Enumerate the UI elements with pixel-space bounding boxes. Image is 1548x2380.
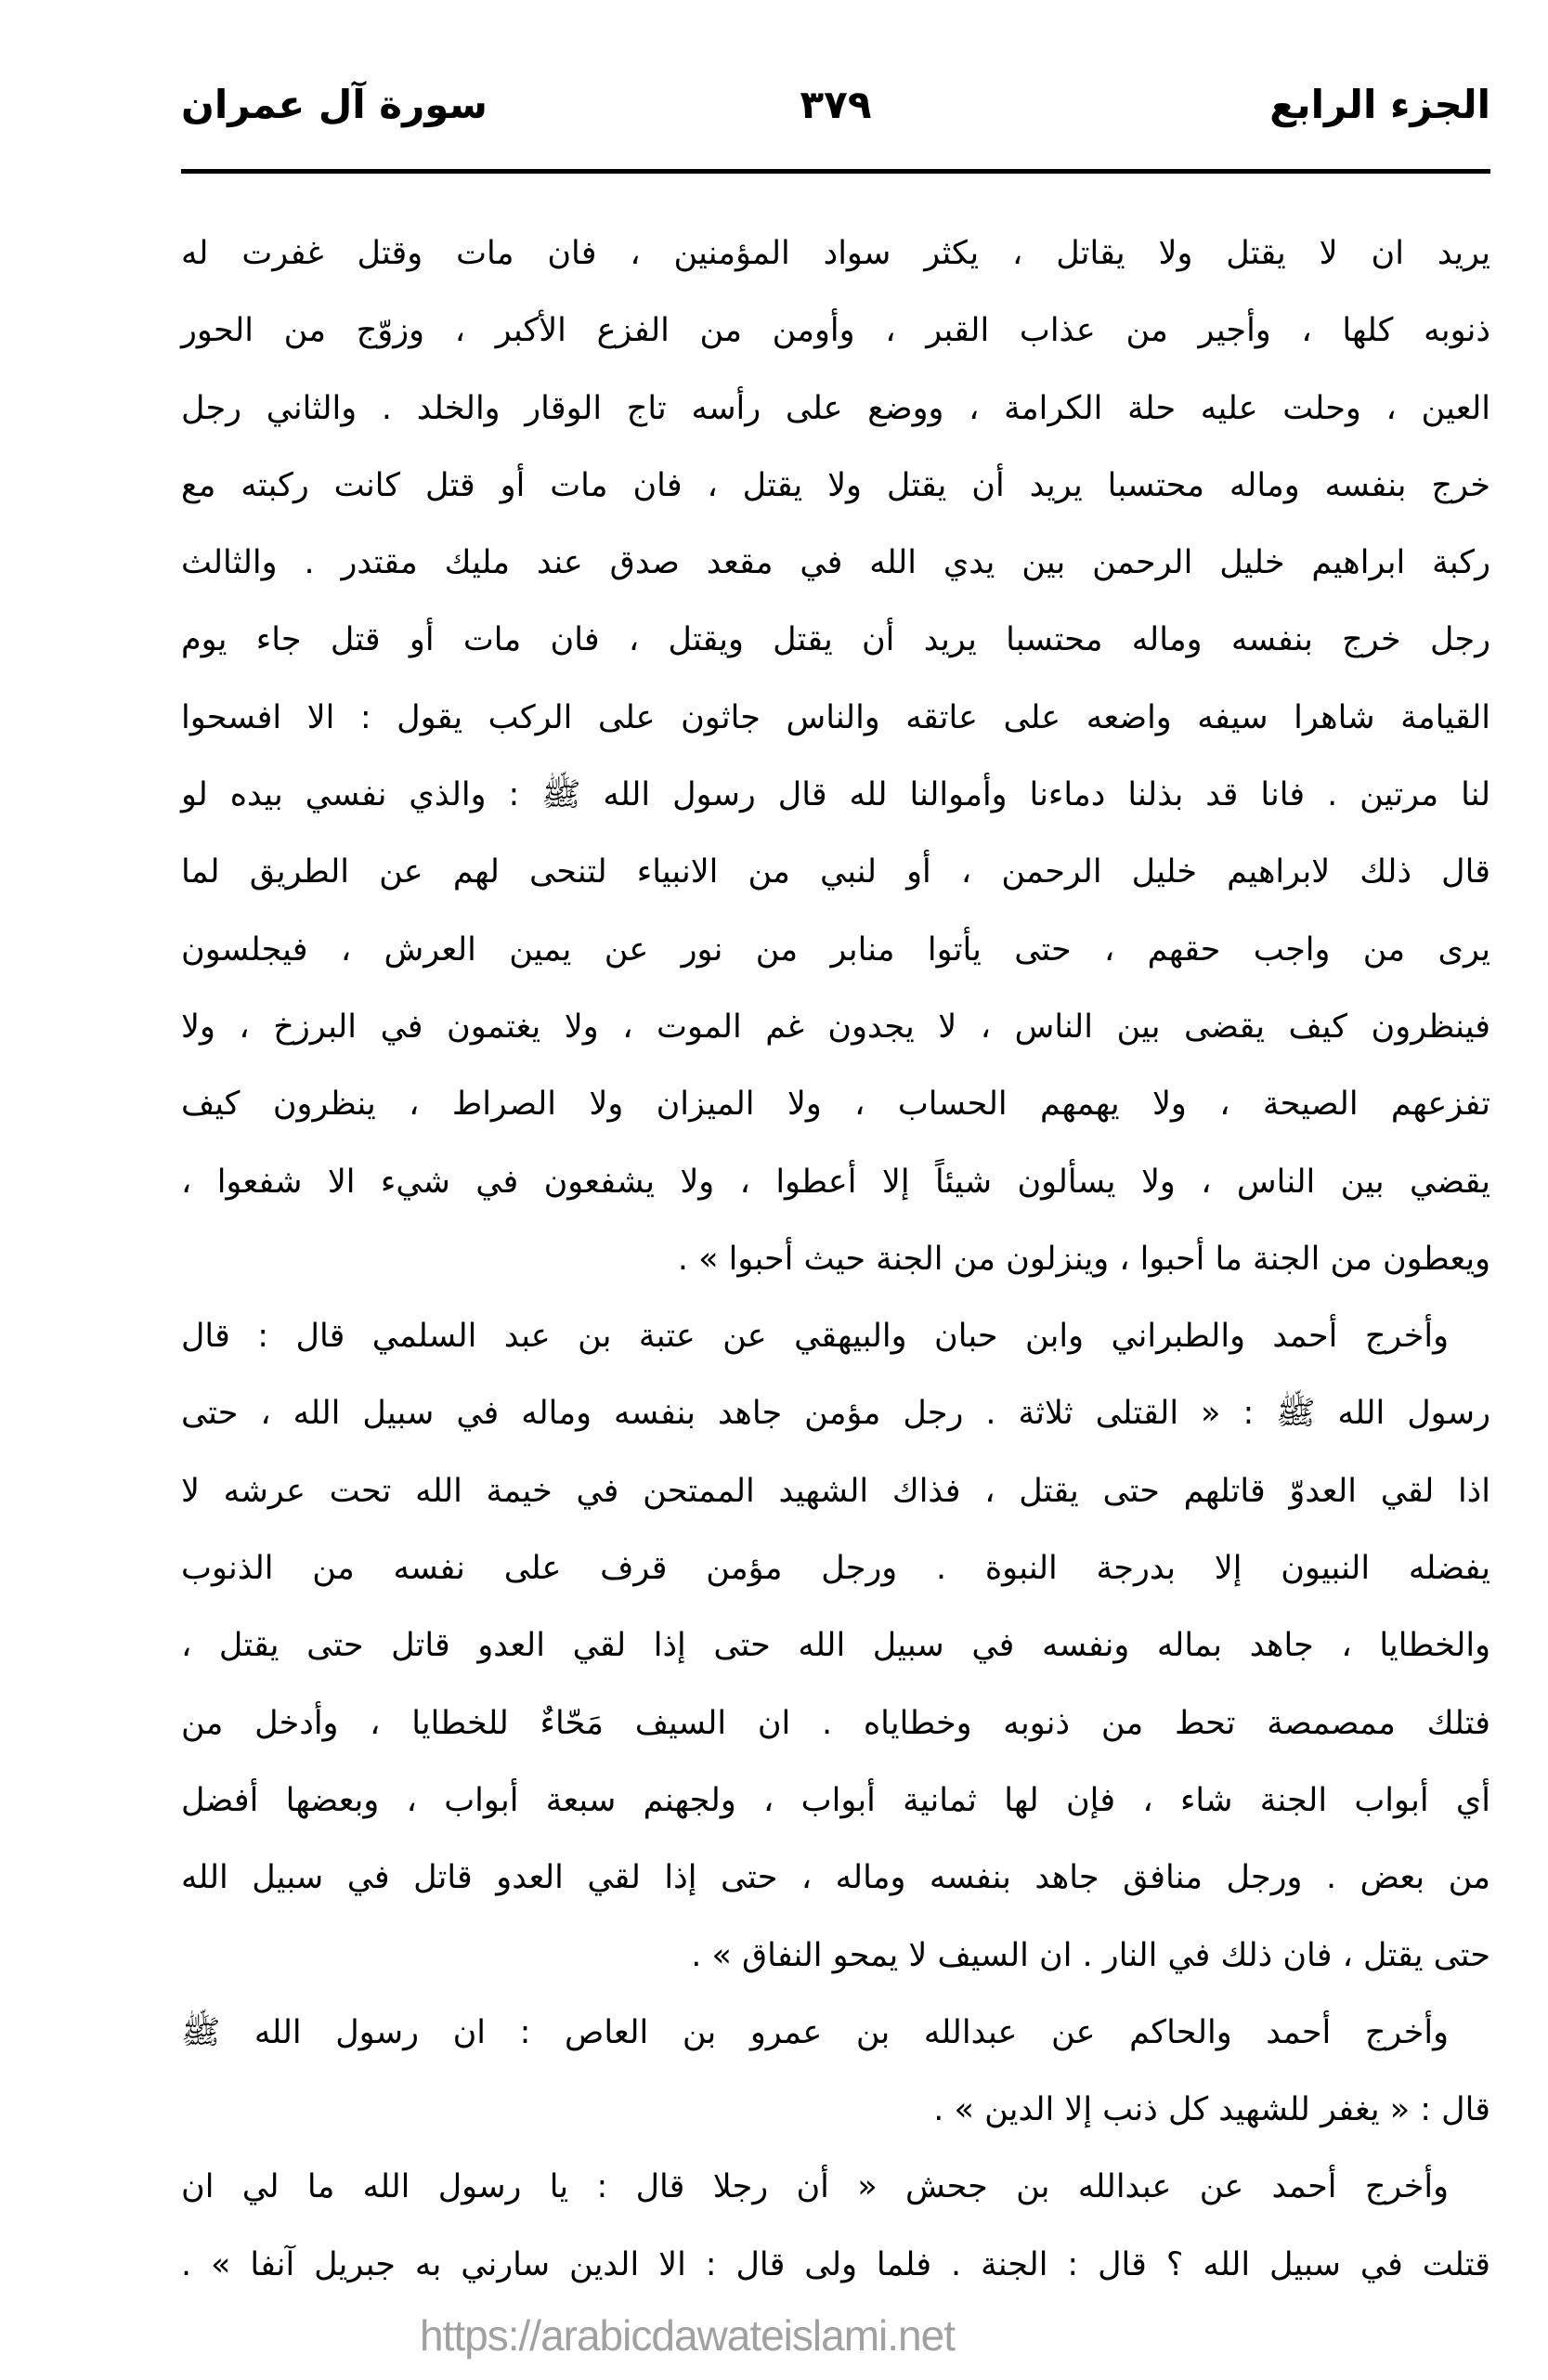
text-line: ذنوبه كلها ، وأجير من عذاب القبر ، وأومن من الفزع الأكبر ، وزوّج من الحور	[181, 312, 1490, 350]
text-line: يقضي بين الناس ، ولا يسألون شيئاً إلا أعطوا ، ولا يشفعون في شيء الا شفعوا ،	[181, 1163, 1490, 1201]
text-line: وأخرج أحمد والحاكم عن عبدالله بن عمرو بن العاص : ان رسول الله ﷺ	[181, 2013, 1449, 2051]
page-body	[181, 215, 1490, 2304]
text-line: من بعض . ورجل منافق جاهد بنفسه وماله ، حتى إذا لقي العدو قاتل في سبيل الله	[181, 1859, 1490, 1897]
text-line: يرى من واجب حقهم ، حتى يأتوا منابر من نور عن يمين العرش ، فيجلسون	[181, 930, 1490, 969]
watermark-url: https://arabicdawateislami.net	[420, 2311, 955, 2360]
text-line: وأخرج أحمد والطبراني وابن حبان والبيهقي عن عتبة بن عبد السلمي قال : قال	[181, 1318, 1449, 1356]
text-line: فينظرون كيف يقضى بين الناس ، لا يجدون غم الموت ، ولا يغتمون في البرزخ ، ولا	[181, 1008, 1490, 1046]
text-line: ويعطون من الجنة ما أحبوا ، وينزلون من الجنة حيث أحبوا » .	[677, 1240, 1490, 1278]
text-line: قتلت في سبيل الله ؟ قال : الجنة . فلما ولى قال : الا الدين سارني به جبريل آنفا » .	[181, 2245, 1490, 2283]
surah-label: سورة آل عمران	[181, 82, 488, 127]
text-line: والخطايا ، جاهد بماله ونفسه في سبيل الله حتى إذا لقي العدو قاتل حتى يقتل ،	[181, 1627, 1490, 1665]
text-line: وأخرج أحمد عن عبدالله بن جحش « أن رجلا قال : يا رسول الله ما لي ان	[181, 2168, 1449, 2206]
text-line: القيامة شاهرا سيفه واضعه على عاتقه والناس جاثون على الركب يقول : الا افسحوا	[181, 698, 1490, 736]
header-rule	[181, 169, 1490, 174]
text-line: يريد ان لا يقتل ولا يقاتل ، يكثر سواد المؤمنين ، فان مات وقتل غفرت له	[181, 235, 1490, 272]
text-line: يفضله النبيون إلا بدرجة النبوة . ورجل مؤمن قرف على نفسه من الذنوب	[181, 1550, 1490, 1588]
text-line: رسول الله ﷺ : « القتلى ثلاثة . رجل مؤمن جاهد بنفسه وماله في سبيل الله ، حتى	[181, 1395, 1490, 1433]
text-line: أي أبواب الجنة شاء ، فإن لها ثمانية أبواب ، ولجهنم سبعة أبواب ، وبعضها أفضل	[181, 1781, 1490, 1819]
text-line: اذا لقي العدوّ قاتلهم حتى يقتل ، فذاك الشهيد الممتحن في خيمة الله تحت عرشه لا	[181, 1472, 1490, 1510]
text-line: رجل خرج بنفسه وماله محتسبا يريد أن يقتل ويقتل ، فان مات أو قتل جاء يوم	[181, 621, 1490, 659]
part-label: الجزء الرابع	[1269, 82, 1490, 127]
text-line: خرج بنفسه وماله محتسبا يريد أن يقتل ولا يقتل ، فان مات أو قتل كانت ركبته مع	[181, 466, 1490, 504]
text-line: العين ، وحلت عليه حلة الكرامة ، ووضع على رأسه تاج الوقار والخلد . والثاني رجل	[181, 389, 1490, 427]
text-line: تفزعهم الصيحة ، ولا يهمهم الحساب ، ولا الميزان ولا الصراط ، ينظرون كيف	[181, 1086, 1490, 1124]
text-line: فتلك ممصمصة تحط من ذنوبه وخطاياه . ان السيف مَحّاءٌ للخطايا ، وأدخل من	[181, 1704, 1490, 1742]
page-number: ٣٧٩	[800, 82, 872, 127]
text-line: حتى يقتل ، فان ذلك في النار . ان السيف لا يمحو النفاق » .	[691, 1936, 1490, 1974]
text-line: لنا مرتين . فانا قد بذلنا دماءنا وأموالنا لله قال رسول الله ﷺ : والذي نفسي بيده لو	[181, 776, 1490, 814]
text-line: ركبة ابراهيم خليل الرحمن بين يدي الله في مقعد صدق عند مليك مقتدر . والثالث	[181, 544, 1490, 582]
text-line: قال ذلك لابراهيم خليل الرحمن ، أو لنبي من الانبياء لتنحى لهم عن الطريق لما	[181, 853, 1490, 891]
page-header	[181, 82, 1490, 147]
text-line: قال : « يغفر للشهيد كل ذنب إلا الدين » .	[933, 2091, 1490, 2129]
